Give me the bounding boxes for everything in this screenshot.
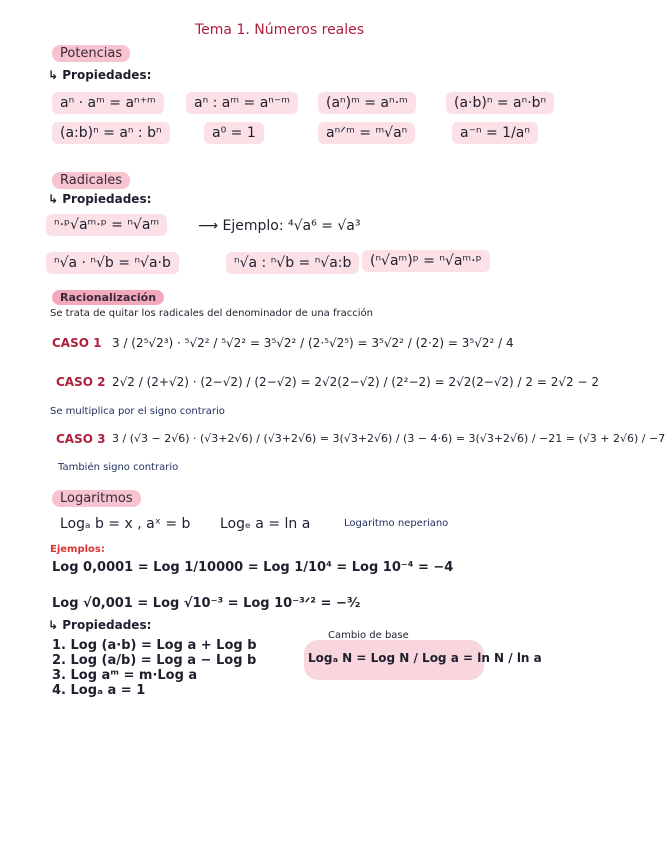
formula-radical-power: (ⁿ√aᵐ)ᵖ = ⁿ√aᵐ·ᵖ	[362, 250, 490, 272]
formula-power-of-product: (a·b)ⁿ = aⁿ·bⁿ	[446, 92, 554, 114]
racionalizacion-description: Se trata de quitar los radicales del denominador de una fracción	[50, 308, 373, 319]
caso2-note: Se multiplica por el signo contrario	[50, 406, 225, 417]
racionalizacion-heading: Racionalización	[52, 290, 164, 305]
caso3-label: CASO 3	[56, 432, 106, 446]
log-property-1: 1. Log (a·b) = Log a + Log b	[52, 638, 257, 653]
log-definition: Logₐ b = x , aˣ = b	[60, 516, 191, 532]
log-example-2: Log √0,001 = Log √10⁻³ = Log 10⁻³ᐟ² = −³⁄₂	[52, 596, 361, 611]
radicales-subheading: ↳ Propiedades:	[48, 192, 152, 206]
formula-radical-quotient: ⁿ√a : ⁿ√b = ⁿ√a:b	[226, 252, 359, 274]
caso3-equation: 3 / (√3 − 2√6) · (√3+2√6) / (√3+2√6) = 3(√3+2√6) / (3 − 4·6) = 3(√3+2√6) / −21 = (√3 + 2√6) / −7	[112, 432, 665, 445]
formula-power-of-quotient: (a:b)ⁿ = aⁿ : bⁿ	[52, 122, 170, 144]
caso2-equation: 2√2 / (2+√2) · (2−√2) / (2−√2) = 2√2(2−√2) / (2²−2) = 2√2(2−√2) / 2 = 2√2 − 2	[112, 375, 599, 389]
caso1-equation: 3 / (2⁵√2³) · ⁵√2² / ⁵√2² = 3⁵√2² / (2·⁵√2⁵) = 3⁵√2² / (2·2) = 3⁵√2² / 4	[112, 336, 514, 350]
cambio-base-formula: Logₐ N = Log N / Log a = ln N / ln a	[308, 651, 542, 665]
caso3-note: También signo contrario	[58, 462, 179, 473]
cambio-base-label: Cambio de base	[328, 630, 409, 641]
potencias-subheading: ↳ Propiedades:	[48, 68, 152, 82]
formula-fractional-exponent: aⁿᐟᵐ = ᵐ√aⁿ	[318, 122, 415, 144]
radical-example: ⟶ Ejemplo: ⁴√a⁶ = √a³	[198, 218, 361, 234]
formula-zero-exponent: a⁰ = 1	[204, 122, 264, 144]
log-property-2: 2. Log (a/b) = Log a − Log b	[52, 653, 257, 668]
log-property-3: 3. Log aᵐ = m·Log a	[52, 668, 198, 683]
formula-product-powers: aⁿ · aᵐ = aⁿ⁺ᵐ	[52, 92, 164, 114]
caso1-label: CASO 1	[52, 336, 102, 350]
natural-log-note: Logaritmo neperiano	[344, 518, 449, 529]
logaritmos-heading: Logaritmos	[52, 490, 141, 507]
logaritmos-subheading: ↳ Propiedades:	[48, 618, 152, 632]
formula-power-of-power: (aⁿ)ᵐ = aⁿ·ᵐ	[318, 92, 416, 114]
formula-quotient-powers: aⁿ : aᵐ = aⁿ⁻ᵐ	[186, 92, 298, 114]
log-property-4: 4. Logₐ a = 1	[52, 683, 146, 698]
log-example-1: Log 0,0001 = Log 1/10000 = Log 1/10⁴ = Log 10⁻⁴ = −4	[52, 560, 454, 575]
natural-log-definition: Logₑ a = ln a	[220, 516, 311, 532]
formula-radical-product: ⁿ√a · ⁿ√b = ⁿ√a·b	[46, 252, 179, 274]
formula-negative-exponent: a⁻ⁿ = 1/aⁿ	[452, 122, 538, 144]
formula-radical-simplify: ⁿ·ᵖ√aᵐ·ᵖ = ⁿ√aᵐ	[46, 214, 167, 236]
radicales-heading: Radicales	[52, 172, 130, 189]
caso2-label: CASO 2	[56, 375, 106, 389]
ejemplos-label: Ejemplos:	[50, 544, 105, 555]
page-title: Tema 1. Números reales	[195, 22, 365, 38]
potencias-heading: Potencias	[52, 45, 130, 62]
